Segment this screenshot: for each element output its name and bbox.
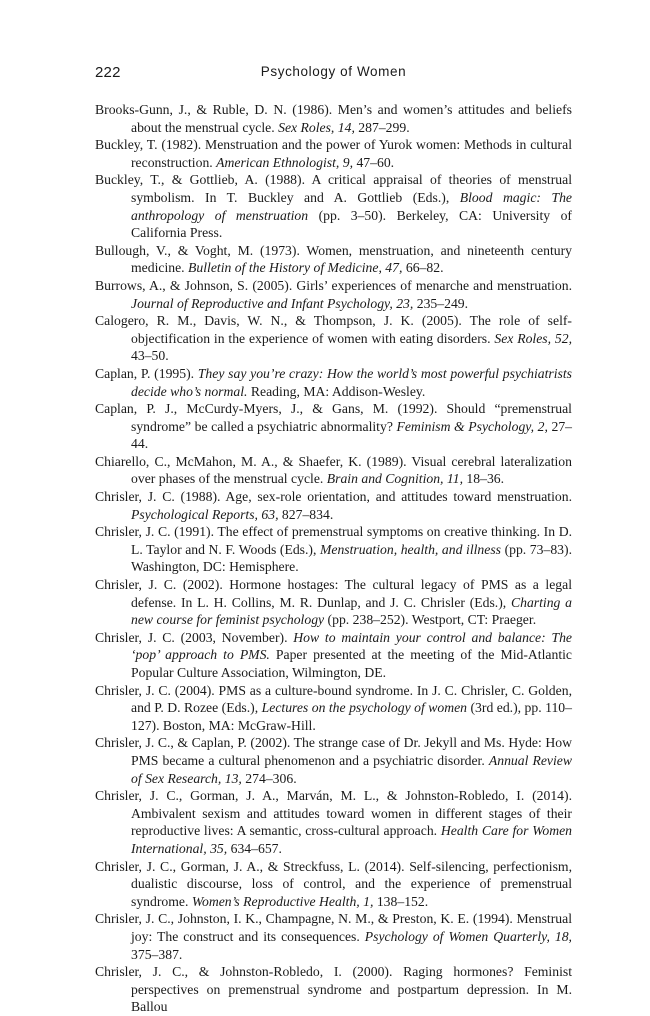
- reference-entry: [95, 488, 572, 523]
- reference-entry: [95, 576, 572, 629]
- reference-text: Chrisler, J. C. (2002). Hormone hostages: The cultural legacy of PMS as a legal defense. In L. H. Collins, M. R. Dunlap, and J. C. Chrisler (Eds.),: [95, 577, 572, 610]
- reference-entry: [95, 171, 572, 241]
- reference-source: Health Care for Women International, 35,: [131, 823, 572, 856]
- reference-entry: [95, 277, 572, 312]
- reference-entry: [95, 453, 572, 488]
- running-title: Psychology of Women: [260, 64, 407, 79]
- reference-pages: 827–834.: [278, 506, 334, 522]
- reference-pages: 235–249.: [413, 295, 469, 311]
- reference-text: Caplan, P. J., McCurdy-Myers, J., & Gans, M. (1992). Should “premenstrual syndrome” be called a psychiatric abnormality?: [95, 401, 572, 434]
- reference-source: They say you’re crazy: How the world’s most powerful psychiatrists decide who’s normal.: [131, 365, 572, 399]
- reference-text: Buckley, T., & Gottlieb, A. (1988). A critical appraisal of theories of menstrual symbolism. In T. Buckley and A. Gottlieb (Eds.),: [95, 172, 572, 205]
- reference-text: Chrisler, J. C. (1991). The effect of premenstrual symptoms on creative thinking. In D. L. Taylor and N. F. Woods (Eds.),: [95, 524, 572, 557]
- reference-text: Burrows, A., & Johnson, S. (2005). Girls’ experiences of menarche and menstruation.: [95, 277, 572, 293]
- reference-source: Psychology of Women Quarterly, 18,: [364, 928, 572, 944]
- reference-text: Chrisler, J. C. (2003, November).: [95, 629, 294, 645]
- reference-source: Journal of Reproductive and Infant Psychology, 23,: [131, 295, 414, 311]
- reference-pages: 27–44.: [131, 418, 573, 452]
- reference-source: Charting a new course for feminist psychology: [131, 594, 573, 628]
- reference-source: Menstruation, health, and illness: [319, 541, 501, 557]
- reference-text: Chrisler, J. C. (2004). PMS as a culture-bound syndrome. In J. C. Chrisler, C. Golden, and P. D. Rozee (Eds.),: [95, 682, 572, 716]
- reference-pages: (3rd ed.), pp. 110–127). Boston, MA: McGraw-Hill.: [131, 700, 572, 733]
- reference-entry: [95, 312, 572, 365]
- reference-source: Bulletin of the History of Medicine, 47,: [188, 260, 403, 276]
- reference-entry: [95, 523, 572, 576]
- reference-source: How to maintain your control and balance: The ‘pop’ approach to PMS.: [131, 629, 572, 663]
- reference-entry: [95, 963, 572, 1016]
- reference-entry: [95, 910, 572, 963]
- reference-text: Chrisler, J. C., Gorman, J. A., Marván, M. L., & Johnston-Robledo, I. (2014). Ambivalent sexism and attitudes toward women in different stages of their reproductive lives: A semantic, cross-cultural approach.: [95, 788, 572, 839]
- reference-entry: [95, 242, 572, 277]
- page-number: 222: [95, 64, 121, 81]
- reference-pages: 43–50.: [131, 348, 169, 364]
- reference-source: Sex Roles, 52,: [494, 330, 572, 346]
- reference-entry: [95, 858, 572, 911]
- reference-pages: 274–306.: [241, 770, 297, 786]
- reference-entry: [95, 629, 572, 682]
- reference-entry: [95, 734, 572, 787]
- reference-entry: [95, 136, 572, 171]
- reference-text: Brooks-Gunn, J., & Ruble, D. N. (1986). Men’s and women’s attitudes and beliefs about the menstrual cycle.: [95, 102, 572, 135]
- reference-text: Chrisler, J. C., Gorman, J. A., & Streckfuss, L. (2014). Self-silencing, perfectionism, dualistic discourse, loss of control, and the experience of premenstrual syndrome.: [95, 858, 572, 909]
- reference-pages: Reading, MA: Addison-Wesley.: [247, 383, 426, 399]
- reference-source: Annual Review of Sex Research, 13,: [131, 752, 572, 786]
- reference-pages: (pp. 238–252). Westport, CT: Praeger.: [324, 612, 537, 628]
- reference-pages: 47–60.: [353, 154, 395, 170]
- reference-source: Psychological Reports, 63,: [131, 506, 279, 522]
- reference-source: Lectures on the psychology of women: [261, 700, 468, 716]
- reference-source: Blood magic: The anthropology of menstruation: [131, 189, 572, 223]
- reference-entry: [95, 400, 572, 453]
- reference-entry: [95, 682, 572, 735]
- book-page: [95, 64, 572, 1016]
- reference-text: Calogero, R. M., Davis, W. N., & Thompson, J. K. (2005). The role of self-objectification in the experience of women with eating disorders.: [95, 313, 572, 346]
- reference-text: Caplan, P. (1995).: [95, 365, 198, 381]
- reference-pages: 66–82.: [402, 260, 444, 276]
- reference-pages: 18–36.: [463, 471, 505, 487]
- running-header: [95, 64, 572, 86]
- reference-text: Chiarello, C., McMahon, M. A., & Shaefer, K. (1989). Visual cerebral lateralization over phases of the menstrual cycle.: [95, 453, 572, 487]
- reference-text: Chrisler, J. C. (1988). Age, sex-role orientation, and attitudes toward menstruation.: [95, 489, 572, 505]
- reference-text: Bullough, V., & Voght, M. (1973). Women, menstruation, and nineteenth century medicine.: [95, 242, 572, 276]
- reference-list: [95, 101, 572, 1016]
- reference-text: Buckley, T. (1982). Menstruation and the power of Yurok women: Methods in cultural reconstruction.: [95, 137, 572, 170]
- reference-pages: 375–387.: [131, 946, 183, 962]
- reference-pages: 634–657.: [227, 840, 282, 856]
- reference-source: Brain and Cognition, 11,: [326, 471, 463, 487]
- reference-source: Women’s Reproductive Health, 1,: [191, 893, 374, 909]
- reference-entry: [95, 365, 572, 400]
- reference-entry: [95, 101, 572, 136]
- reference-text: Chrisler, J. C., & Caplan, P. (2002). The strange case of Dr. Jekyll and Ms. Hyde: How PMS became a cultural phenomenon and a psychiatric disorder.: [95, 735, 572, 768]
- reference-text: Chrisler, J. C., & Johnston-Robledo, I. (2000). Raging hormones? Feminist perspectives on premenstrual syndrome and postpartum depression. In M. Ballou: [95, 964, 572, 1015]
- reference-source: Feminism & Psychology, 2,: [396, 418, 548, 434]
- reference-source: American Ethnologist, 9,: [216, 154, 354, 170]
- reference-pages: (pp. 3–50). Berkeley, CA: University of California Press.: [131, 207, 572, 241]
- reference-pages: 287–299.: [354, 119, 410, 135]
- reference-source: Sex Roles, 14,: [278, 119, 355, 135]
- reference-text: Chrisler, J. C., Johnston, I. K., Champagne, N. M., & Preston, K. E. (1994). Menstrual joy: The construct and its consequences.: [95, 911, 572, 944]
- reference-pages: Paper presented at the meeting of the Mid-Atlantic Popular Culture Association, Wilmington, DE.: [131, 647, 572, 680]
- reference-pages: 138–152.: [373, 893, 429, 909]
- reference-pages: (pp. 73–83). Washington, DC: Hemisphere.: [131, 541, 572, 575]
- reference-entry: [95, 787, 572, 857]
